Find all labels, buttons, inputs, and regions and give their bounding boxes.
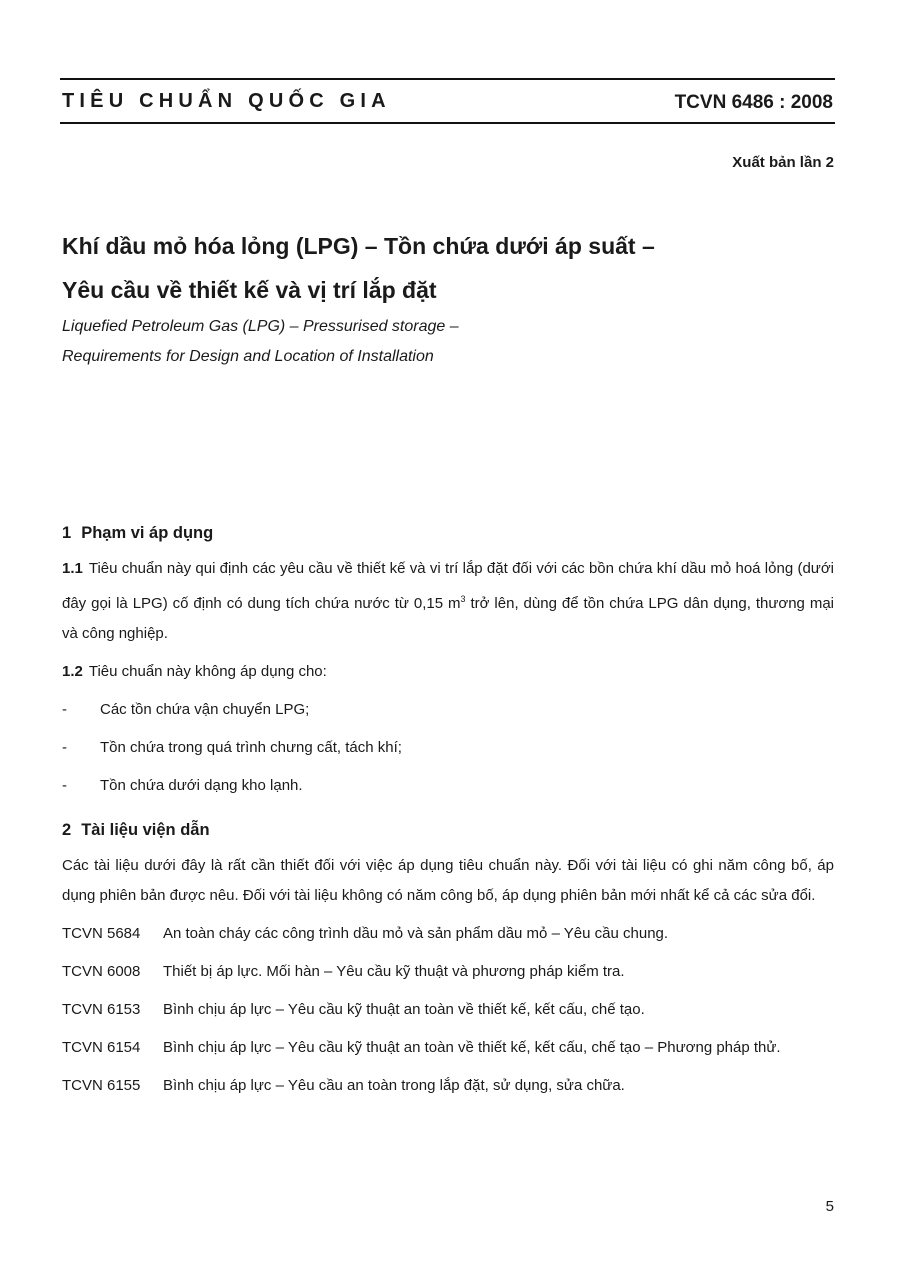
section-2-heading: 2 Tài liệu viện dẫn bbox=[62, 821, 210, 839]
clause-1-1: 1.1 Tiêu chuẩn này qui định các yêu cầu về thiết kế và vi trí lắp đặt đối với các bồn chứa khí dầu mỏ hoá lỏng (dưới đây gọi là LPG) cố định có dung tích chứa nước từ 0,15 $m^3$ trở lên, dùng để tồn chứa LPG dân dụng, thương mại và công nghiệp. bbox=[62, 560, 835, 642]
standard-series-label: TIÊU CHUẨN QUỐC GIA bbox=[62, 90, 391, 112]
reference-item: TCVN 5684 An toàn cháy các công trình dầu mỏ và sản phẩm dầu mỏ – Yêu cầu chung. bbox=[62, 925, 669, 942]
header-top-rule bbox=[60, 78, 835, 80]
section-2-intro: Các tài liệu dưới đây là rất cần thiết đối với việc áp dụng tiêu chuẩn này. Đối với tài liệu có ghi năm công bố, áp dụng phiên bản được nêu. Đối với tài liệu không có năm công bố, áp dụng phiên bản mới nhất kể cả các sửa đổi. bbox=[62, 857, 834, 904]
reference-item: TCVN 6155 Bình chịu áp lực – Yêu cầu an toàn trong lắp đặt, sử dụng, sửa chữa. bbox=[62, 1077, 625, 1094]
section-1-heading: 1 Phạm vi áp dụng bbox=[62, 524, 214, 542]
edition-label: Xuất bản lần 2 bbox=[732, 154, 834, 171]
reference-item: TCVN 6008 Thiết bị áp lực. Mối hàn – Yêu cầu kỹ thuật và phương pháp kiểm tra. bbox=[62, 963, 625, 980]
reference-item: TCVN 6154 Bình chịu áp lực – Yêu cầu kỹ thuật an toàn về thiết kế, kết cấu, chế tạo – Phương pháp thử. bbox=[62, 1039, 781, 1056]
clause-1-2: 1.2 Tiêu chuẩn này không áp dụng cho: bbox=[62, 663, 327, 680]
subtitle-line-1: Liquefied Petroleum Gas (LPG) – Pressurised storage – bbox=[62, 318, 459, 335]
list-item: - Tồn chứa dưới dạng kho lạnh. bbox=[62, 777, 303, 794]
standard-code: TCVN 6486 : 2008 bbox=[674, 92, 833, 113]
subtitle-line-2: Requirements for Design and Location of Installation bbox=[62, 348, 434, 365]
list-item: - Tồn chứa trong quá trình chưng cất, tách khí; bbox=[62, 739, 402, 756]
title-line-2: Yêu cầu về thiết kế và vị trí lắp đặt bbox=[62, 277, 437, 303]
document-body bbox=[62, 518, 834, 1101]
document-title bbox=[62, 224, 842, 312]
document-subtitle-english bbox=[62, 312, 842, 372]
list-item: - Các tồn chứa vận chuyển LPG; bbox=[62, 701, 310, 718]
reference-item: TCVN 6153 Bình chịu áp lực – Yêu cầu kỹ thuật an toàn về thiết kế, kết cấu, chế tạo. bbox=[62, 1001, 645, 1018]
header-bottom-rule bbox=[60, 122, 835, 124]
title-line-1: Khí dầu mỏ hóa lỏng (LPG) – Tồn chứa dưới áp suất – bbox=[62, 233, 655, 259]
page-number: 5 bbox=[825, 1198, 834, 1215]
